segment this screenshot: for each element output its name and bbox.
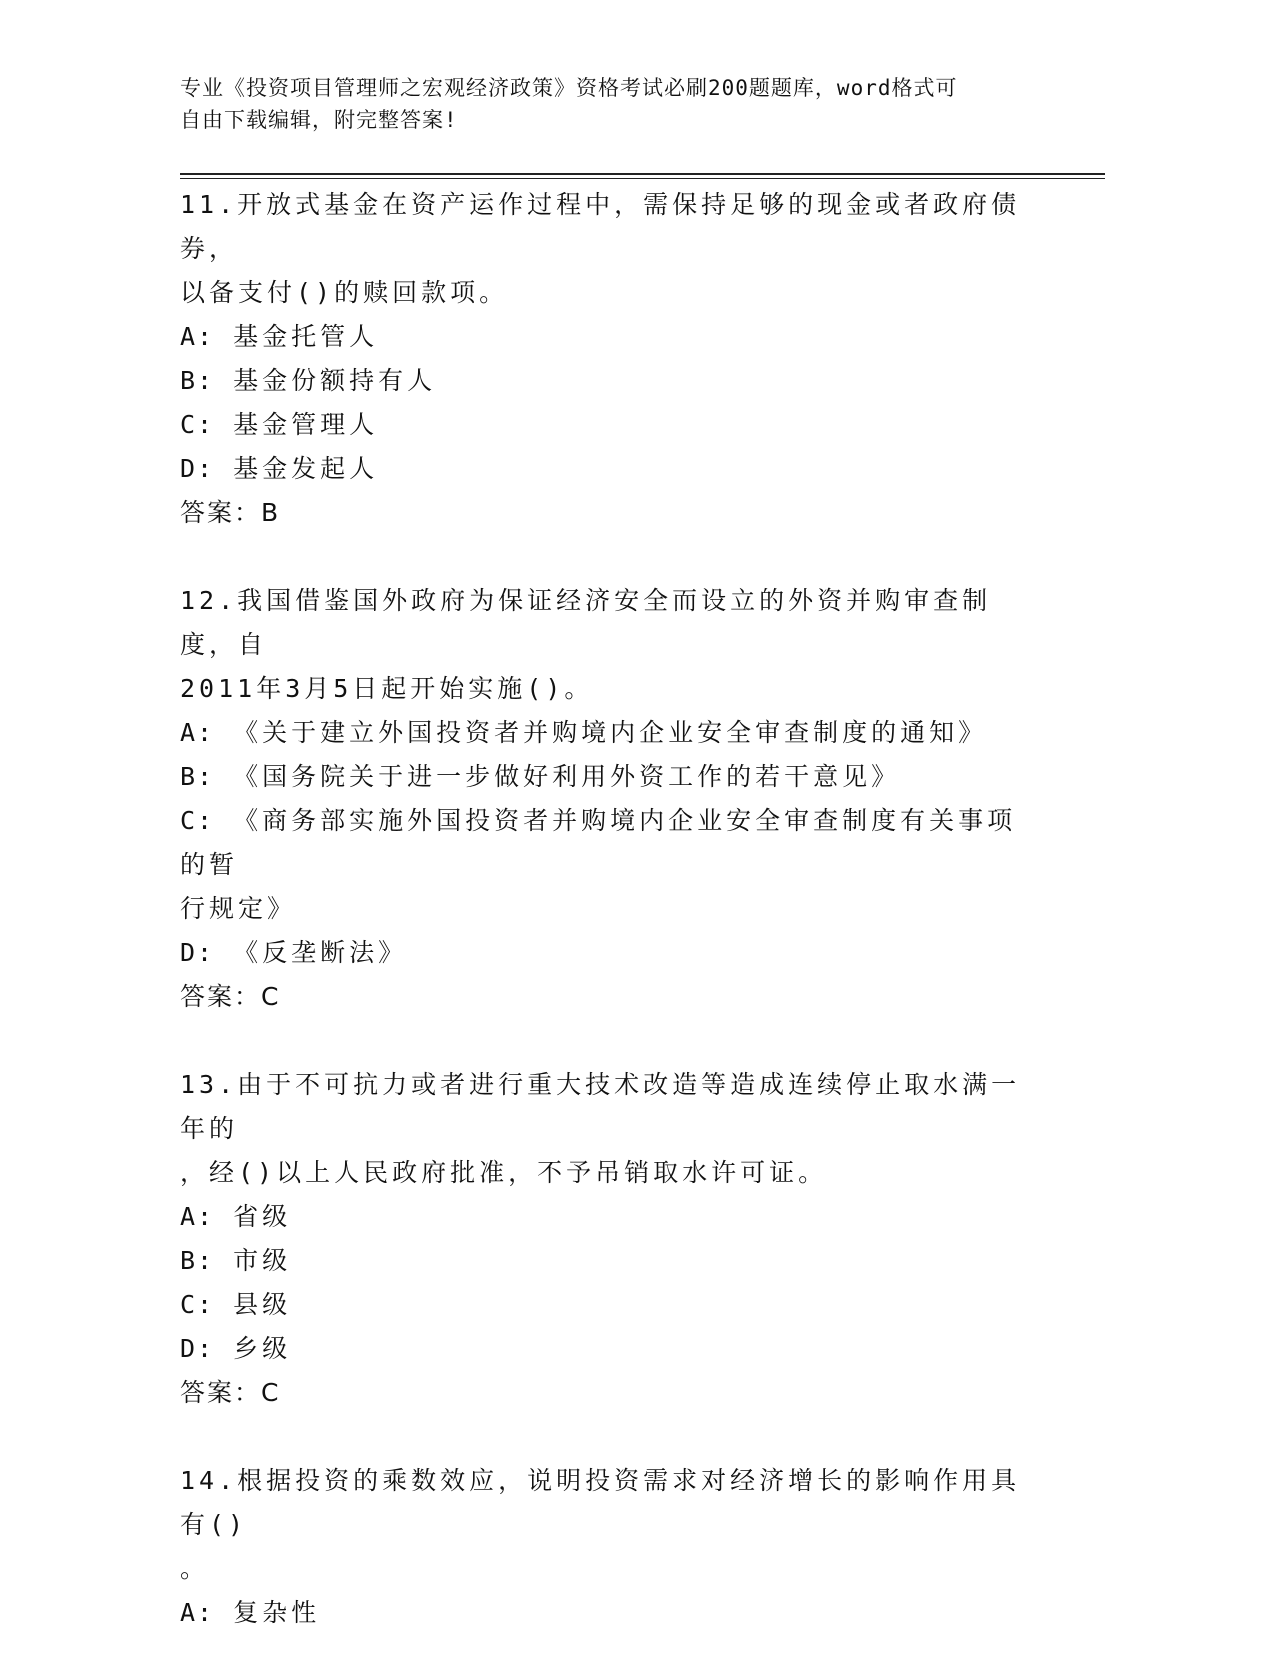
question-stem-line: 2011年3月5日起开始实施()。: [180, 674, 594, 703]
document-header: [180, 72, 1060, 136]
option-c: [180, 1283, 1040, 1327]
option-text: 《商务部实施外国投资者并购境内企业安全审查制度有关事项的暂: [180, 806, 1017, 879]
option-key: D:: [180, 454, 215, 483]
option-key: A:: [180, 1598, 215, 1627]
option-key: B:: [180, 762, 215, 791]
option-text: 基金份额持有人: [233, 366, 437, 395]
option-key: D:: [180, 938, 215, 967]
option-b: [180, 1239, 1040, 1283]
question-14: [180, 1459, 1040, 1635]
option-a: [180, 1195, 1040, 1239]
option-text: 省级: [233, 1202, 292, 1231]
question-11: [180, 183, 1040, 535]
option-b: [180, 359, 1040, 403]
option-d: [180, 931, 1040, 975]
option-c: [180, 403, 1040, 447]
option-a: [180, 315, 1040, 359]
option-key: B:: [180, 1246, 215, 1275]
header-divider-thin: [180, 178, 1105, 179]
question-stem-line: ，经()以上人民政府批准，不予吊销取水许可证。: [180, 1158, 828, 1187]
option-key: C:: [180, 806, 215, 835]
option-text: 基金管理人: [233, 410, 379, 439]
answer-line: 答案：B: [180, 498, 281, 527]
question-stem-line: 12.我国借鉴国外政府为保证经济安全而设立的外资并购审查制度，自: [180, 586, 992, 659]
option-d: [180, 447, 1040, 491]
option-a: [180, 1591, 1040, 1635]
option-text: 乡级: [233, 1334, 292, 1363]
option-key: C:: [180, 410, 215, 439]
option-key: A:: [180, 322, 215, 351]
option-a: [180, 711, 1040, 755]
option-text: 《国务院关于进一步做好利用外资工作的若干意见》: [233, 762, 901, 791]
option-text: 基金发起人: [233, 454, 379, 483]
option-text: 复杂性: [233, 1598, 321, 1627]
question-12: [180, 579, 1040, 1019]
option-key: D:: [180, 1334, 215, 1363]
option-text: 基金托管人: [233, 322, 379, 351]
question-stem-line: 13.由于不可抗力或者进行重大技术改造等造成连续停止取水满一年的: [180, 1070, 1021, 1143]
question-stem-line: 11.开放式基金在资产运作过程中，需保持足够的现金或者政府债券，: [180, 190, 1021, 263]
option-text: 市级: [233, 1246, 292, 1275]
answer-line: 答案：C: [180, 982, 281, 1011]
option-key: A:: [180, 1202, 215, 1231]
option-key: B:: [180, 366, 215, 395]
option-text: 县级: [233, 1290, 292, 1319]
option-c: [180, 799, 1040, 887]
header-line-2: 自由下载编辑，附完整答案!: [180, 108, 458, 132]
option-key: C:: [180, 1290, 215, 1319]
question-list: [180, 183, 1040, 1679]
option-b: [180, 755, 1040, 799]
question-stem-line: 以备支付()的赎回款项。: [180, 278, 509, 307]
option-text: 《关于建立外国投资者并购境内企业安全审查制度的通知》: [233, 718, 988, 747]
question-stem-line: 14.根据投资的乘数效应，说明投资需求对经济增长的影响作用具有(): [180, 1466, 1021, 1539]
header-line-1: 专业《投资项目管理师之宏观经济政策》资格考试必刷200题题库，word格式可: [180, 76, 958, 100]
option-key: A:: [180, 718, 215, 747]
option-d: [180, 1327, 1040, 1371]
header-divider-thick: [180, 173, 1105, 175]
option-c-continued: 行规定》: [180, 894, 297, 923]
option-text: 《反垄断法》: [233, 938, 408, 967]
question-stem-line: 。: [180, 1554, 210, 1583]
question-13: [180, 1063, 1040, 1415]
answer-line: 答案：C: [180, 1378, 281, 1407]
